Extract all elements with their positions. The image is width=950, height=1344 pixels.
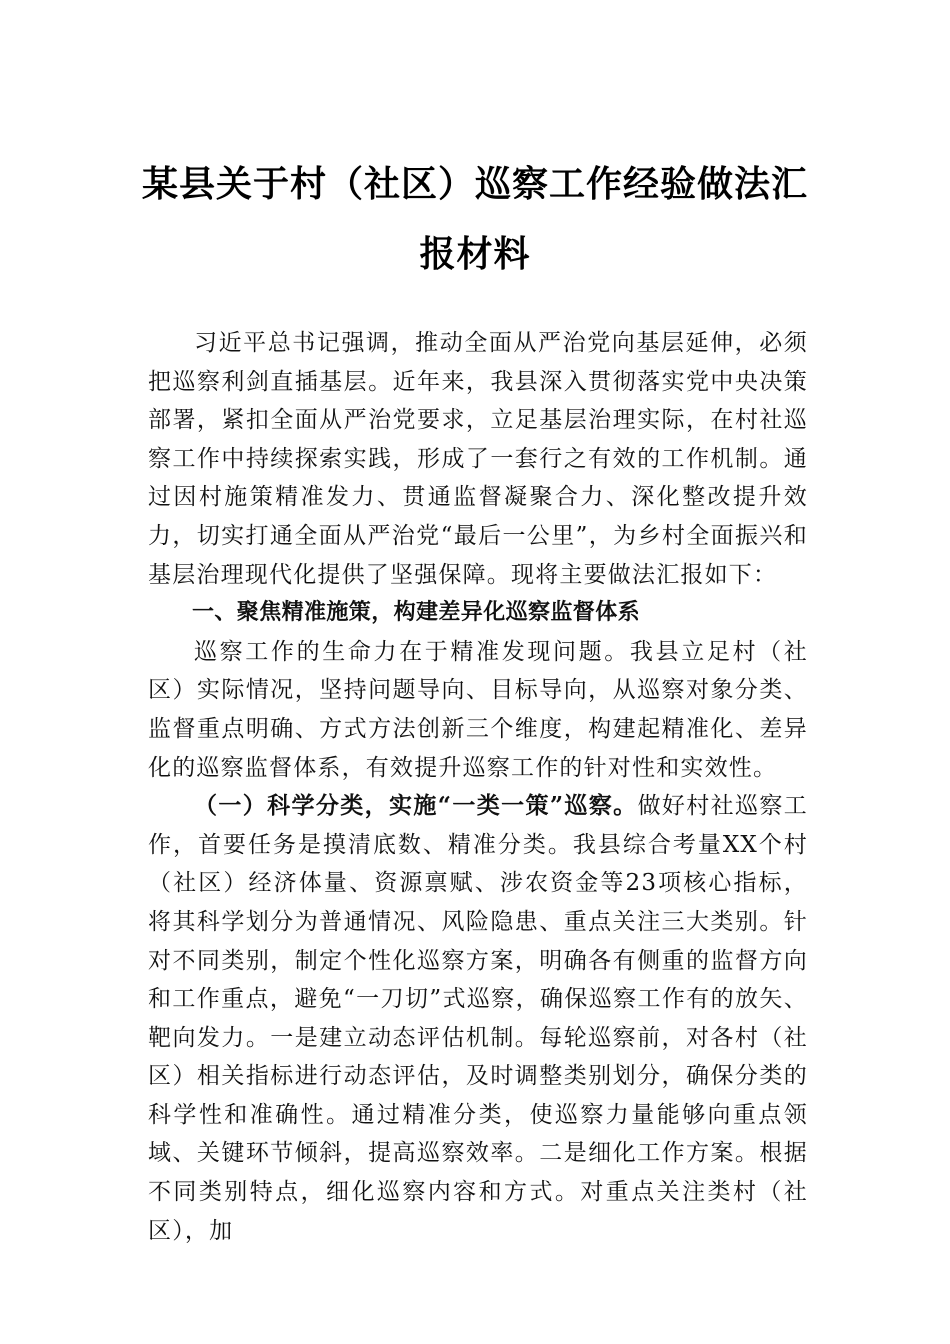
section-heading: 一、聚焦精准施策，构建差异化巡察监督体系 — [192, 600, 641, 626]
subsection-paragraph — [148, 787, 808, 1250]
subsection-lead: （一）科学分类，实施“一类一策”巡察。 — [194, 792, 638, 820]
intro-paragraph: 习近平总书记强调，推动全面从严治党向基层延伸，必须把巡察利剑直插基层。近年来，我县深入贯彻落实党中央决策部署，紧扣全面从严治党要求，立足基层治理实际，在村社巡察工作中持续探索实践，形成了一套行之有效的工作机制。通过因村施策精准发力、贯通监督凝聚合力、深化整改提升效力，切实打通全面从严治党“最后一公里”，为乡村全面振兴和基层治理现代化提供了坚强保障。现将主要做法汇报如下： — [148, 330, 808, 588]
section-paragraph: 巡察工作的生命力在于精准发现问题。我县立足村（社区）实际情况，坚持问题导向、目标导向，从巡察对象分类、监督重点明确、方式方法创新三个维度，构建起精准化、差异化的巡察监督体系，有效提升巡察工作的针对性和实效性。 — [148, 638, 808, 781]
document-body — [148, 324, 808, 1250]
document-title: 某县关于村（社区）巡察工作经验做法汇报材料 — [141, 164, 808, 275]
subsection-body: 做好村社巡察工作，首要任务是摸清底数、精准分类。我县综合考量XX个村（社区）经济体量、资源禀赋、涉农资金等23项核心指标，将其科学划分为普通情况、风险隐患、重点关注三大类别。针对不同类别，制定个性化巡察方案，明确各有侧重的监督方向和工作重点，避免“一刀切”式巡察，确保巡察工作有的放矢、靶向发力。一是建立动态评估机制。每轮巡察前，对各村（社区）相关指标进行动态评估，及时调整类别划分，确保分类的科学性和准确性。通过精准分类，使巡察力量能够向重点领域、关键环节倾斜，提高巡察效率。二是细化工作方案。根据不同类别特点，细化巡察内容和方式。对重点关注类村（社区），加 — [148, 793, 809, 1244]
